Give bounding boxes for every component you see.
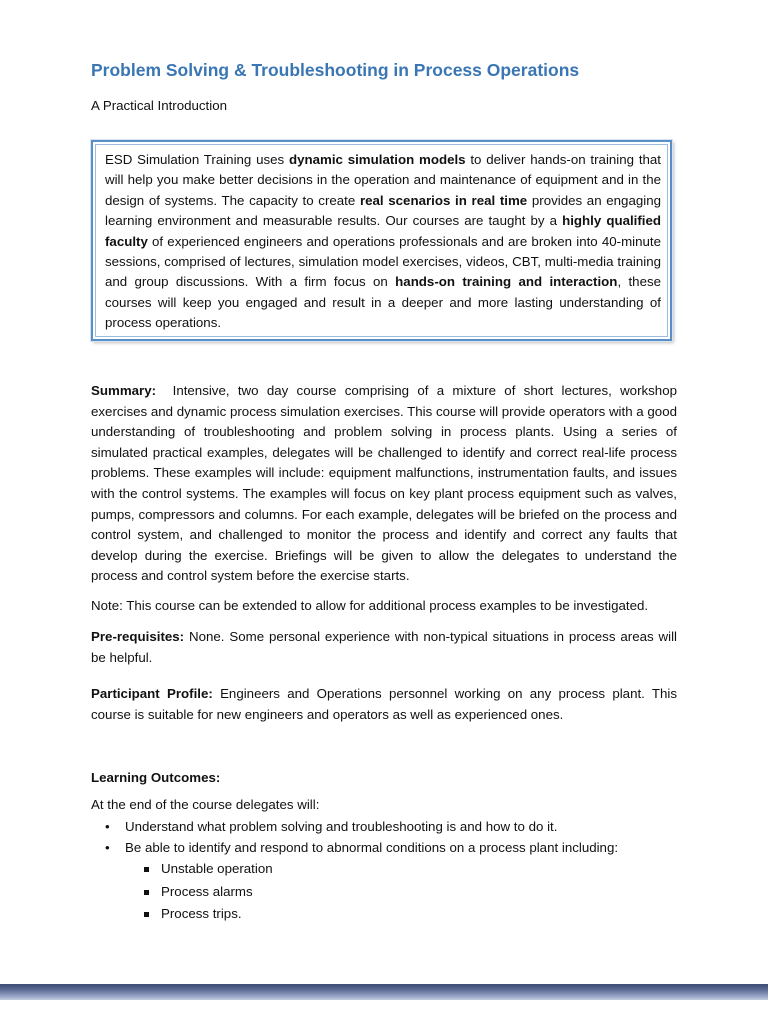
intro-text-4: of experienced engineers and operations professionals and are broken into 40-minute sessions, comprised of lectures, simulation model exercises, videos, CBT, multi-media training and group discussions. With a firm focus on (105, 233, 661, 290)
prerequisites-paragraph (91, 627, 677, 668)
list-item (91, 837, 618, 926)
abnormal-conditions-list (125, 858, 618, 926)
bullet-icon: • (105, 819, 110, 834)
summary-paragraph (91, 381, 681, 587)
learning-outcomes-intro: At the end of the course delegates will: (91, 797, 320, 812)
list-item (91, 858, 618, 881)
learning-outcomes-list (91, 816, 618, 926)
sub-item-text: Unstable operation (161, 861, 273, 876)
prerequisites-text: None. Some personal experience with non-typical situations in process areas will be helpful. (91, 629, 677, 665)
summary-text: Intensive, two day course comprising of a mixture of short lectures, workshop exercises and dynamic process simulation exercises. This course will provide operators with a good understanding of troubleshooting and problem solving in process plants. Using a series of simulated practical examples, delegates will be challenged to identify and correct real-life process problems. These examples will include: equipment malfunctions, instrumentation faults, and issues with the control systems. The examples will focus on key plant process equipment such as valves, pumps, compressors and columns. For each example, delegates will be briefed on the process and control system, and challenged to monitor the process and identify and correct any faults that develop during the exercise. Briefings will be given to allow the delegates to understand the process and control system before the exercise starts. (91, 383, 681, 584)
square-bullet-icon (144, 890, 149, 895)
outcome-text: Understand what problem solving and troubleshooting is and how to do it. (125, 819, 558, 834)
participant-profile-paragraph (91, 684, 677, 725)
participant-profile-label: Participant Profile: (91, 686, 213, 701)
list-item (91, 816, 618, 837)
intro-text-1: ESD Simulation Training uses (105, 152, 289, 167)
sub-item-text: Process trips. (161, 906, 242, 921)
participant-profile-text: Engineers and Operations personnel working on any process plant. This course is suitable for new engineers and operators as well as experienced ones. (91, 686, 677, 722)
footer-bar (0, 984, 768, 1000)
sub-item-text: Process alarms (161, 883, 253, 899)
document-title: Problem Solving & Troubleshooting in Process Operations (91, 60, 580, 80)
note-paragraph: Note: This course can be extended to allow for additional process examples to be investigated. (91, 598, 649, 613)
learning-outcomes-heading: Learning Outcomes: (91, 770, 221, 785)
intro-bold-1: dynamic simulation models (288, 152, 466, 167)
intro-bold-2: real scenarios in real time (359, 192, 528, 208)
list-item (91, 881, 618, 904)
square-bullet-icon (144, 867, 149, 872)
intro-paragraph (105, 150, 661, 334)
prerequisites-label: Pre-requisites: (91, 629, 185, 644)
outcome-text: Be able to identify and respond to abnormal conditions on a process plant including: (125, 840, 619, 855)
square-bullet-icon (144, 912, 149, 917)
intro-bold-4: hands-on training and interaction (395, 274, 618, 290)
intro-text-3: provides an engaging learning environment and measurable results. Our courses are taught by a (105, 192, 661, 229)
intro-bold-3: highly qualified faculty (105, 213, 661, 249)
list-item (91, 903, 618, 926)
intro-box (91, 140, 672, 341)
document-subtitle: A Practical Introduction (91, 98, 227, 113)
intro-text-2: to deliver hands-on training that will help you make better decisions in the operation and maintenance of equipment and in the design of systems. The capacity to create (105, 152, 662, 208)
bullet-icon: • (105, 840, 110, 855)
summary-label: Summary: (91, 383, 157, 398)
intro-text-5: , these courses will keep you engaged and result in a deeper and more lasting understanding of process operations. (105, 274, 662, 331)
